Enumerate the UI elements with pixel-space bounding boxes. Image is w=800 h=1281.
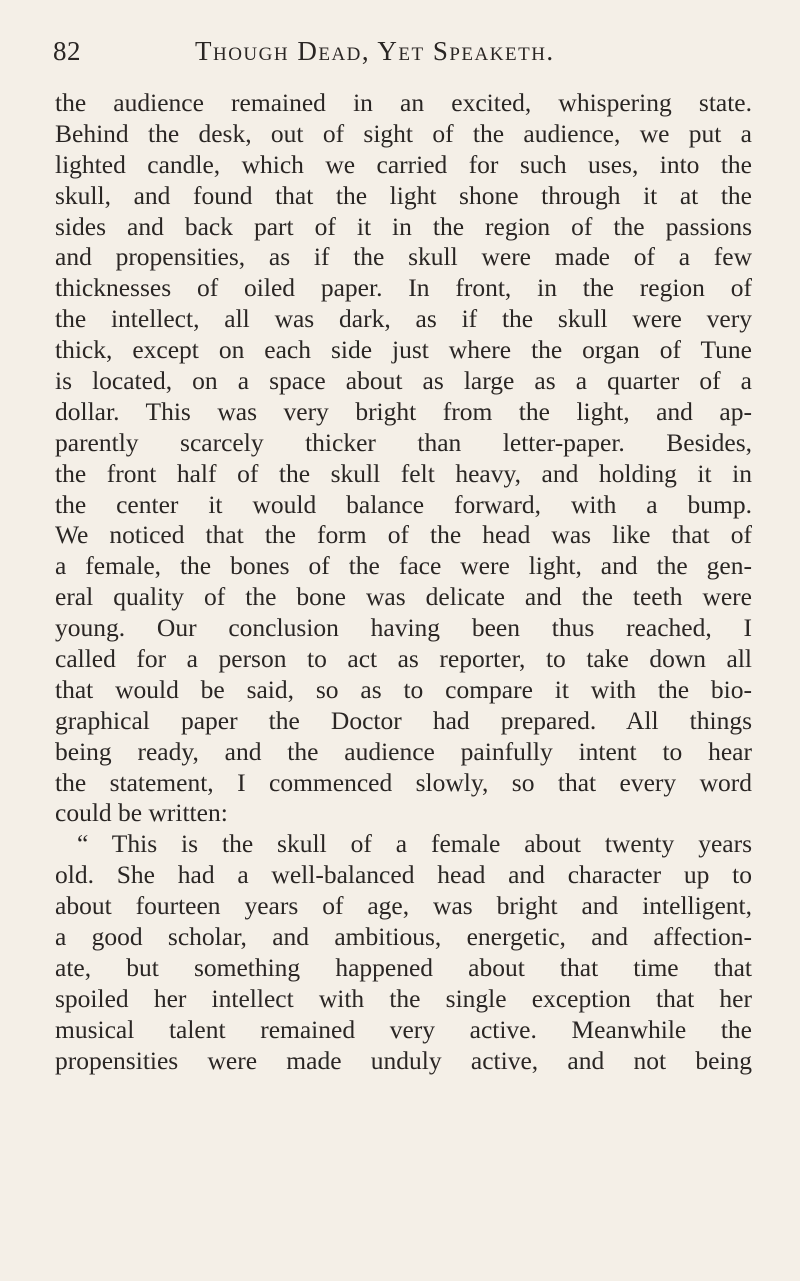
text-line: the center it would balance forward, with a bump. bbox=[55, 489, 752, 519]
text-line: Behind the desk, out of sight of the audience, we put a bbox=[55, 118, 752, 148]
text-line: young. Our conclusion having been thus reached, I bbox=[55, 613, 752, 643]
text-line: ate, but something happened about that time that bbox=[55, 952, 752, 982]
text-line: being ready, and the audience painfully intent to hear bbox=[55, 736, 752, 766]
text-line: old. She had a well-balanced head and character up to bbox=[55, 860, 752, 890]
text-line: We noticed that the form of the head was like that of bbox=[55, 520, 752, 550]
text-line: “ This is the skull of a female about twenty years bbox=[77, 829, 752, 859]
page-header bbox=[53, 28, 753, 68]
text-line: is located, on a space about as large as a quarter of a bbox=[55, 366, 752, 396]
text-line: skull, and found that the light shone through it at the bbox=[55, 180, 752, 210]
text-line: could be written: bbox=[55, 798, 228, 828]
text-line: a good scholar, and ambitious, energetic, and affection- bbox=[55, 922, 752, 952]
text-line: spoiled her intellect with the single exception that her bbox=[55, 983, 752, 1013]
text-line: lighted candle, which we carried for such uses, into the bbox=[55, 149, 752, 179]
text-line: and propensities, as if the skull were made of a few bbox=[55, 242, 752, 272]
text-line: sides and back part of it in the region of the passions bbox=[55, 211, 752, 241]
text-line: dollar. This was very bright from the light, and ap- bbox=[55, 396, 752, 426]
text-line: eral quality of the bone was delicate and the teeth were bbox=[55, 582, 752, 612]
text-line: parently scarcely thicker than letter-paper. Besides, bbox=[55, 427, 752, 457]
text-line: that would be said, so as to compare it with the bio- bbox=[55, 674, 752, 704]
text-line: about fourteen years of age, was bright and intelligent, bbox=[55, 891, 752, 921]
text-line: graphical paper the Doctor had prepared. All things bbox=[55, 705, 752, 735]
text-line: the front half of the skull felt heavy, and holding it in bbox=[55, 458, 752, 488]
text-line: called for a person to act as reporter, to take down all bbox=[55, 644, 752, 674]
text-line: the intellect, all was dark, as if the skull were very bbox=[55, 304, 752, 334]
text-line: thicknesses of oiled paper. In front, in the region of bbox=[55, 273, 752, 303]
body-text bbox=[55, 88, 752, 1077]
running-head: Though Dead, Yet Speaketh. bbox=[195, 36, 555, 66]
text-line: thick, except on each side just where the organ of Tune bbox=[55, 335, 752, 365]
text-line: the audience remained in an excited, whispering state. bbox=[55, 88, 752, 117]
text-line: propensities were made unduly active, and not being bbox=[55, 1045, 752, 1075]
text-line: the statement, I commenced slowly, so that every word bbox=[55, 767, 752, 797]
text-line: a female, the bones of the face were light, and the gen- bbox=[55, 551, 752, 581]
text-line: musical talent remained very active. Meanwhile the bbox=[55, 1014, 752, 1044]
page-number: 82 bbox=[53, 36, 81, 66]
